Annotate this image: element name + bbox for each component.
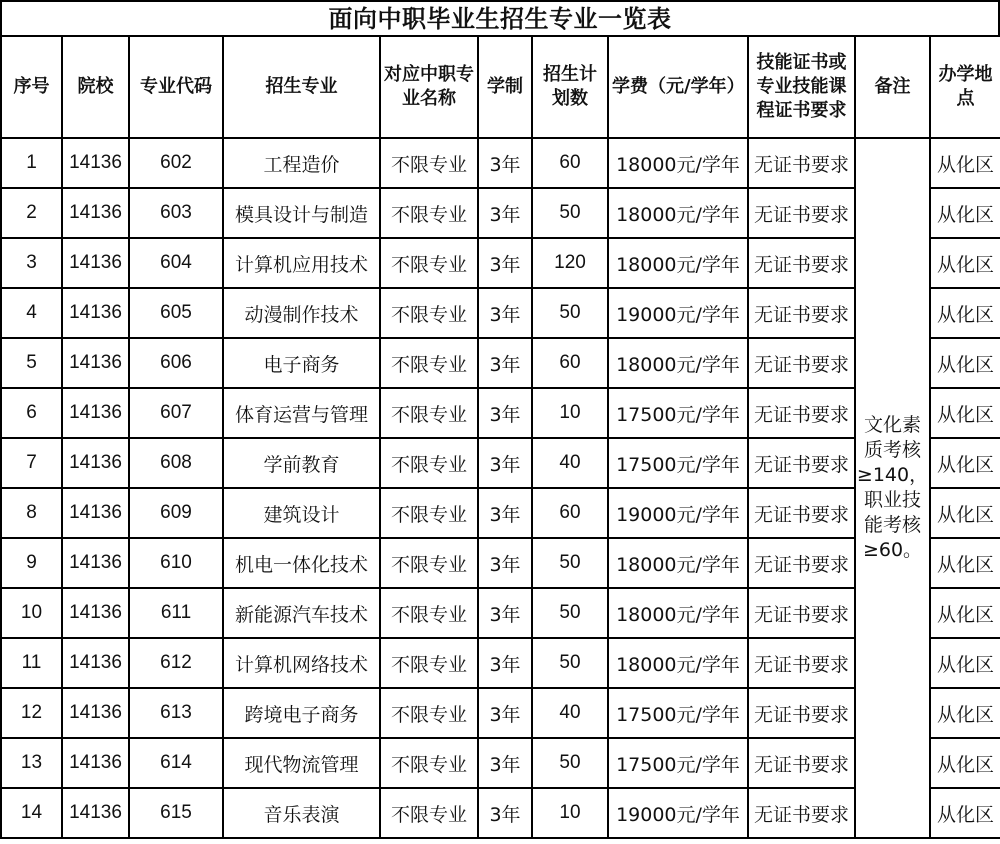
cell-duration: 3年 — [478, 588, 532, 638]
cell-major: 音乐表演 — [223, 788, 380, 838]
cell-location: 从化区 — [930, 638, 1000, 688]
cell-prior-major: 不限专业 — [380, 138, 478, 188]
cell-quota: 50 — [532, 638, 608, 688]
cell-quota: 50 — [532, 588, 608, 638]
cell-duration: 3年 — [478, 738, 532, 788]
header-school: 院校 — [62, 36, 129, 138]
header-location: 办学地点 — [930, 36, 1000, 138]
cell-index: 4 — [1, 288, 62, 338]
cell-tuition: 18000元/学年 — [608, 338, 748, 388]
cell-location: 从化区 — [930, 588, 1000, 638]
table-row — [1, 538, 1000, 588]
cell-school: 14136 — [62, 338, 129, 388]
table-row — [1, 288, 1000, 338]
table-row — [1, 188, 1000, 238]
cell-tuition: 17500元/学年 — [608, 388, 748, 438]
cell-cert: 无证书要求 — [748, 188, 855, 238]
cell-prior-major: 不限专业 — [380, 638, 478, 688]
cell-quota: 50 — [532, 538, 608, 588]
cell-duration: 3年 — [478, 138, 532, 188]
cell-school: 14136 — [62, 488, 129, 538]
sheet-title: 面向中职毕业生招生专业一览表 — [0, 0, 1000, 35]
cell-prior-major: 不限专业 — [380, 488, 478, 538]
table-row — [1, 788, 1000, 838]
cell-duration: 3年 — [478, 438, 532, 488]
cell-major: 电子商务 — [223, 338, 380, 388]
cell-cert: 无证书要求 — [748, 688, 855, 738]
cell-cert: 无证书要求 — [748, 338, 855, 388]
cell-duration: 3年 — [478, 788, 532, 838]
table-row — [1, 138, 1000, 188]
cell-school: 14136 — [62, 438, 129, 488]
cell-code: 612 — [129, 638, 223, 688]
cell-school: 14136 — [62, 738, 129, 788]
cell-school: 14136 — [62, 788, 129, 838]
header-duration: 学制 — [478, 36, 532, 138]
cell-code: 610 — [129, 538, 223, 588]
cell-cert: 无证书要求 — [748, 588, 855, 638]
remark-cell: 文化素质考核≥140，职业技能考核≥60。 — [855, 138, 930, 838]
cell-school: 14136 — [62, 538, 129, 588]
cell-major: 新能源汽车技术 — [223, 588, 380, 638]
cell-cert: 无证书要求 — [748, 438, 855, 488]
cell-index: 2 — [1, 188, 62, 238]
cell-cert: 无证书要求 — [748, 538, 855, 588]
cell-index: 5 — [1, 338, 62, 388]
cell-index: 7 — [1, 438, 62, 488]
table-row — [1, 338, 1000, 388]
cell-tuition: 17500元/学年 — [608, 688, 748, 738]
cell-index: 11 — [1, 638, 62, 688]
cell-quota: 10 — [532, 388, 608, 438]
cell-major: 工程造价 — [223, 138, 380, 188]
cell-cert: 无证书要求 — [748, 638, 855, 688]
cell-school: 14136 — [62, 138, 129, 188]
cell-index: 9 — [1, 538, 62, 588]
cell-major: 模具设计与制造 — [223, 188, 380, 238]
cell-code: 608 — [129, 438, 223, 488]
cell-quota: 40 — [532, 438, 608, 488]
cell-code: 614 — [129, 738, 223, 788]
cell-tuition: 18000元/学年 — [608, 138, 748, 188]
cell-location: 从化区 — [930, 538, 1000, 588]
cell-prior-major: 不限专业 — [380, 388, 478, 438]
majors-table — [0, 35, 1000, 839]
cell-location: 从化区 — [930, 738, 1000, 788]
header-tuition: 学费（元/学年） — [608, 36, 748, 138]
cell-index: 12 — [1, 688, 62, 738]
cell-prior-major: 不限专业 — [380, 538, 478, 588]
cell-location: 从化区 — [930, 488, 1000, 538]
cell-tuition: 18000元/学年 — [608, 588, 748, 638]
table-row — [1, 388, 1000, 438]
cell-tuition: 17500元/学年 — [608, 438, 748, 488]
table-row — [1, 738, 1000, 788]
cell-prior-major: 不限专业 — [380, 338, 478, 388]
cell-major: 计算机应用技术 — [223, 238, 380, 288]
cell-prior-major: 不限专业 — [380, 188, 478, 238]
cell-tuition: 18000元/学年 — [608, 638, 748, 688]
cell-prior-major: 不限专业 — [380, 288, 478, 338]
cell-duration: 3年 — [478, 288, 532, 338]
header-major: 招生专业 — [223, 36, 380, 138]
table-row — [1, 238, 1000, 288]
cell-duration: 3年 — [478, 388, 532, 438]
cell-duration: 3年 — [478, 488, 532, 538]
cell-duration: 3年 — [478, 338, 532, 388]
cell-duration: 3年 — [478, 638, 532, 688]
cell-tuition: 19000元/学年 — [608, 288, 748, 338]
cell-prior-major: 不限专业 — [380, 438, 478, 488]
cell-quota: 60 — [532, 488, 608, 538]
cell-tuition: 17500元/学年 — [608, 738, 748, 788]
cell-tuition: 18000元/学年 — [608, 238, 748, 288]
cell-tuition: 18000元/学年 — [608, 538, 748, 588]
cell-tuition: 19000元/学年 — [608, 488, 748, 538]
cell-tuition: 19000元/学年 — [608, 788, 748, 838]
cell-quota: 50 — [532, 738, 608, 788]
cell-location: 从化区 — [930, 338, 1000, 388]
cell-code: 609 — [129, 488, 223, 538]
cell-location: 从化区 — [930, 188, 1000, 238]
cell-quota: 50 — [532, 188, 608, 238]
header-prior-major: 对应中职专业名称 — [380, 36, 478, 138]
cell-cert: 无证书要求 — [748, 238, 855, 288]
table-row — [1, 438, 1000, 488]
cell-school: 14136 — [62, 188, 129, 238]
cell-prior-major: 不限专业 — [380, 588, 478, 638]
cell-index: 1 — [1, 138, 62, 188]
cell-cert: 无证书要求 — [748, 788, 855, 838]
cell-school: 14136 — [62, 388, 129, 438]
cell-quota: 10 — [532, 788, 608, 838]
cell-quota: 60 — [532, 338, 608, 388]
cell-major: 现代物流管理 — [223, 738, 380, 788]
cell-index: 3 — [1, 238, 62, 288]
cell-major: 建筑设计 — [223, 488, 380, 538]
cell-prior-major: 不限专业 — [380, 688, 478, 738]
cell-code: 602 — [129, 138, 223, 188]
header-code: 专业代码 — [129, 36, 223, 138]
cell-code: 606 — [129, 338, 223, 388]
table-row — [1, 488, 1000, 538]
cell-school: 14136 — [62, 238, 129, 288]
cell-quota: 60 — [532, 138, 608, 188]
cell-duration: 3年 — [478, 538, 532, 588]
cell-location: 从化区 — [930, 238, 1000, 288]
header-remark: 备注 — [855, 36, 930, 138]
cell-code: 613 — [129, 688, 223, 738]
cell-prior-major: 不限专业 — [380, 788, 478, 838]
cell-location: 从化区 — [930, 438, 1000, 488]
cell-code: 604 — [129, 238, 223, 288]
table-row — [1, 638, 1000, 688]
cell-major: 机电一体化技术 — [223, 538, 380, 588]
table-row — [1, 688, 1000, 738]
cell-tuition: 18000元/学年 — [608, 188, 748, 238]
cell-location: 从化区 — [930, 138, 1000, 188]
cell-quota: 120 — [532, 238, 608, 288]
cell-code: 611 — [129, 588, 223, 638]
cell-code: 607 — [129, 388, 223, 438]
cell-code: 603 — [129, 188, 223, 238]
cell-location: 从化区 — [930, 288, 1000, 338]
cell-prior-major: 不限专业 — [380, 238, 478, 288]
cell-cert: 无证书要求 — [748, 138, 855, 188]
cell-school: 14136 — [62, 588, 129, 638]
cell-quota: 40 — [532, 688, 608, 738]
header-index: 序号 — [1, 36, 62, 138]
cell-quota: 50 — [532, 288, 608, 338]
cell-index: 13 — [1, 738, 62, 788]
cell-duration: 3年 — [478, 688, 532, 738]
cell-code: 615 — [129, 788, 223, 838]
cell-index: 14 — [1, 788, 62, 838]
cell-index: 6 — [1, 388, 62, 438]
cell-duration: 3年 — [478, 238, 532, 288]
table-row — [1, 588, 1000, 638]
header-quota: 招生计划数 — [532, 36, 608, 138]
cell-duration: 3年 — [478, 188, 532, 238]
cell-prior-major: 不限专业 — [380, 738, 478, 788]
cell-cert: 无证书要求 — [748, 288, 855, 338]
cell-school: 14136 — [62, 688, 129, 738]
cell-school: 14136 — [62, 288, 129, 338]
cell-major: 计算机网络技术 — [223, 638, 380, 688]
cell-index: 10 — [1, 588, 62, 638]
cell-location: 从化区 — [930, 688, 1000, 738]
header-cert: 技能证书或专业技能课程证书要求 — [748, 36, 855, 138]
header-row — [1, 36, 1000, 138]
cell-major: 跨境电子商务 — [223, 688, 380, 738]
cell-cert: 无证书要求 — [748, 738, 855, 788]
cell-code: 605 — [129, 288, 223, 338]
table-body — [1, 138, 1000, 838]
cell-major: 学前教育 — [223, 438, 380, 488]
cell-location: 从化区 — [930, 388, 1000, 438]
cell-location: 从化区 — [930, 788, 1000, 838]
cell-major: 动漫制作技术 — [223, 288, 380, 338]
cell-index: 8 — [1, 488, 62, 538]
cell-major: 体育运营与管理 — [223, 388, 380, 438]
cell-school: 14136 — [62, 638, 129, 688]
cell-cert: 无证书要求 — [748, 388, 855, 438]
cell-cert: 无证书要求 — [748, 488, 855, 538]
